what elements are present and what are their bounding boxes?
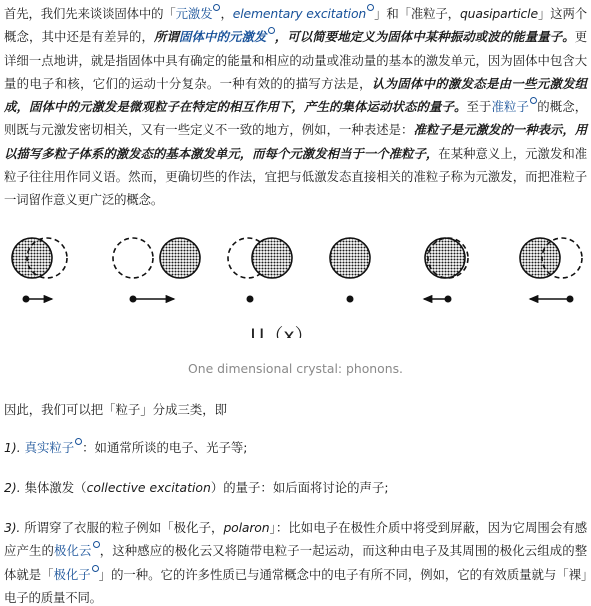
- term-collective-excitation: collective excitation: [86, 480, 211, 495]
- intro-text: 至于: [466, 99, 492, 115]
- item-text: 」：比如电子在极性介质中将受到屏蔽，因为它周围会有感应产生的: [4, 520, 587, 559]
- atom-3: [228, 238, 292, 303]
- bold-definition: 准粒子是元激发的一种表示，用以描写多粒子体系的激发态的基本激发单元，而每个元激发相当于一个准粒子，: [4, 122, 587, 161]
- list-lead: [4, 398, 587, 421]
- link-real-particle[interactable]: 真实粒子: [25, 440, 83, 455]
- term-quasiparticle: quasiparticle: [459, 6, 538, 21]
- item-text: ，这种感应的极化云又将随带电粒子一起运动，而这种由电子及其周围的极化云组成的整体就是「: [4, 543, 587, 582]
- list-item-3: [4, 516, 587, 606]
- figure-caption: One dimensional crystal: phonons.: [187, 361, 403, 376]
- atom-4: [330, 238, 370, 303]
- intro-text: 」这两个概念，其中还是有差异的，: [4, 6, 587, 45]
- lead-text: 因此，我们可以把「粒子」分成三类，即: [4, 402, 228, 417]
- intro-text: 首先，我们先来谈谈固体中的「: [4, 6, 176, 21]
- atom-5: [424, 238, 468, 303]
- bold-definition: 所谓: [154, 29, 179, 45]
- intro-text: 更详细一点地讲，就是指固体中具有确定的能量和相应的动量或准动量的基本的激发单元，因为固体中包含大量的电子和核，它们的运动十分复杂。一种有效的的描写方法是，: [4, 29, 587, 91]
- item-text: ）的量子：如后面将讨论的声子;: [210, 480, 389, 495]
- item-number: 2).: [4, 480, 21, 495]
- intro-paragraph: [4, 2, 587, 212]
- item-text: 所谓穿了衣服的粒子例如「极化子，: [24, 520, 224, 535]
- list-item-1: [4, 436, 587, 459]
- intro-text: 」和「准粒子，: [374, 6, 460, 21]
- atom-6: [520, 238, 582, 303]
- phonon-diagram: [0, 228, 591, 338]
- link-elementary-excitation[interactable]: 元激发: [176, 6, 221, 21]
- list-item-2: [4, 476, 587, 499]
- bold-definition: 认为固体中的激发态是由一些元激发组成，固体中的元激发是微观粒子在特定的相互作用下，产生的集体运动状态的量子。: [4, 75, 588, 115]
- item-text: ：如通常所谈的电子、光子等;: [82, 440, 248, 455]
- link-elementary-excitation-en[interactable]: elementary excitation: [233, 6, 374, 21]
- link-polaron[interactable]: 极化子: [53, 567, 98, 582]
- intro-text: 的概念，则既与元激发密切相关，又有一些定义不一致的地方，例如，一种表述是：: [4, 99, 587, 138]
- item-text: 」的一种。它的许多性质已与通常概念中的电子有所不同，例如，它的有效质量就与「裸」电子的质量不同。: [4, 566, 587, 605]
- link-polarization-cloud[interactable]: 极化云: [54, 543, 100, 558]
- axis-label: U（x）: [250, 325, 314, 338]
- atom-2: [113, 238, 200, 303]
- link-solid-excitation[interactable]: 固体中的元激发: [179, 29, 275, 44]
- item-number: 1).: [4, 440, 21, 455]
- intro-text: ，: [220, 6, 233, 21]
- item-text: 集体激发（: [24, 480, 87, 495]
- phonon-figure: [0, 228, 591, 338]
- bold-definition: ，可以简要地定义为固体中某种振动或波的能量量子。: [274, 29, 575, 45]
- item-number: 3).: [4, 520, 21, 535]
- atom-1: [12, 238, 67, 303]
- term-polaron: polaron: [223, 520, 270, 535]
- link-quasiparticle[interactable]: 准粒子: [491, 99, 537, 114]
- intro-text: 在某种意义上，元激发和准粒子往往用作同义语。然而，更确切些的作法，宜把与低激发态直接相关的准粒子称为元激发，而把准粒子一词留作意义更广泛的概念。: [4, 145, 588, 208]
